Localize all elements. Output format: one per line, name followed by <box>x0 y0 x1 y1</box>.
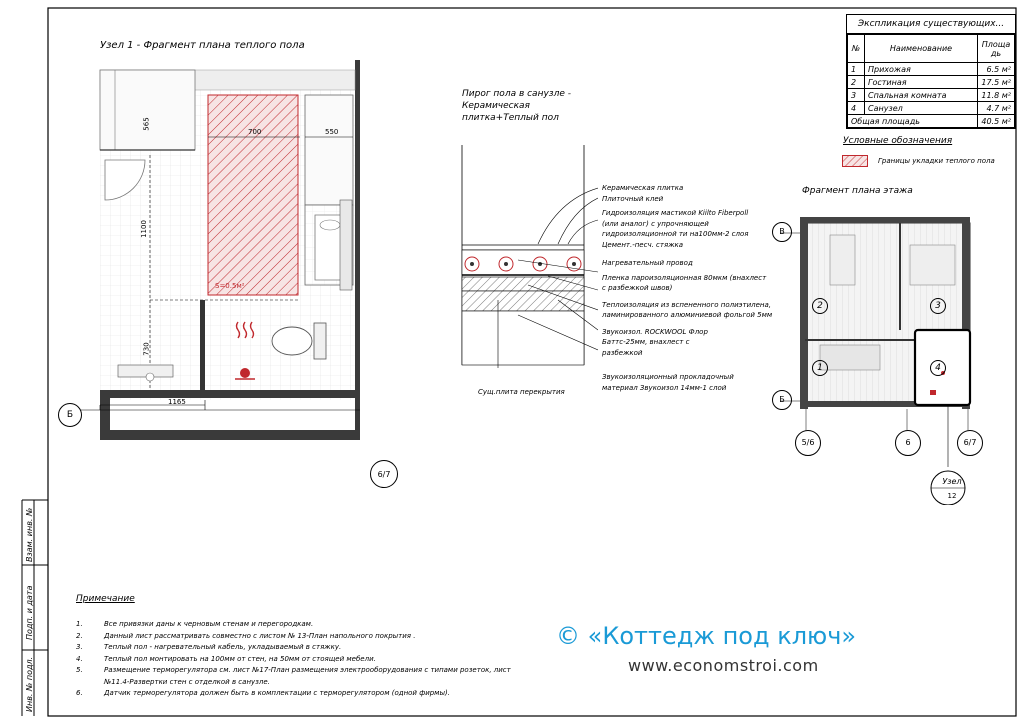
note-text: Теплый пол монтировать на 100мм от стен, на 50мм от стоящей мебели. <box>104 654 376 663</box>
room-1-marker: 1 <box>812 360 828 376</box>
note-item <box>76 665 536 677</box>
row-area: 6.5 м² <box>978 63 1015 76</box>
note-text: Датчик терморегулятора должен быть в комплектации с терморегулятором (одной фирмы). <box>104 689 450 697</box>
explication-col-no: № <box>848 35 865 63</box>
note-number: 4. <box>76 654 83 663</box>
layer-insulation-1: Теплоизоляция из вспененного полиэтилена, <box>602 300 771 309</box>
note-text: Все привязки даны к черновым стенам и перегородкам. <box>104 620 314 628</box>
axis-67-label: 6/7 <box>377 469 391 479</box>
note-item <box>76 677 536 689</box>
note-text: Размещение терморегулятора см. лист №17-План размещения электрооборудования с типами розеток, лист <box>104 666 511 674</box>
axis-67-frag-bubble: 6/7 <box>957 430 983 456</box>
room-4-marker: 4 <box>930 360 946 376</box>
watermark-brand: © «Коттедж под ключ» <box>556 622 857 650</box>
floor-section-drawing <box>458 140 598 370</box>
section-title-line-2: Керамическая <box>462 101 530 111</box>
legend-item-label: Границы укладки теплого пола <box>878 157 995 165</box>
floor-fragment-plan <box>770 205 1000 505</box>
axis-6-bubble: 6 <box>895 430 921 456</box>
total-label: Общая площадь <box>848 115 978 128</box>
explication-col-name: Наименование <box>865 35 978 63</box>
note-number: 3. <box>76 643 83 651</box>
axis-56-bubble: 5/6 <box>795 430 821 456</box>
note-item <box>76 688 536 700</box>
legend-title: Условные обозначения <box>843 136 953 146</box>
layer-waterproof-2: (или аналог) с упрочняющей <box>602 219 709 228</box>
total-value: 40.5 м² <box>978 115 1015 128</box>
explication-total-row <box>848 115 1015 128</box>
row-name: Прихожая <box>865 63 978 76</box>
note-number: 6. <box>76 689 83 697</box>
slab-label: Сущ.плита перекрытия <box>478 388 565 396</box>
node-callout-sheet: 12 <box>947 492 957 500</box>
layer-vapor-1: Пленка пароизоляционная 80мкм (внахлест <box>602 273 767 282</box>
dim-1165: 1165 <box>168 398 186 406</box>
row-area: 11.8 м² <box>978 89 1015 102</box>
layer-glue: Плиточный клей <box>602 194 664 203</box>
note-number <box>76 677 86 689</box>
note-item <box>76 642 536 654</box>
notes-title: Примечание <box>76 594 135 604</box>
note-text: №11.4-Развертки стен с отделкой в санузле. <box>104 677 270 686</box>
axis-b-label: Б <box>66 410 74 420</box>
room-3-marker: 3 <box>930 298 946 314</box>
row-name: Гостиная <box>865 76 978 89</box>
stamp-label-replace: Взам. инв. № <box>25 507 34 562</box>
dim-565: 565 <box>142 117 151 131</box>
watermark-site[interactable]: www.economstroi.com <box>628 656 819 675</box>
stamp-label-inv: Инв. № подл. <box>25 656 34 712</box>
explication-title: Экспликация существующих... <box>847 15 1015 34</box>
heated-area-label: S=0.5м² <box>215 282 245 290</box>
explication-col-area: Площадь <box>978 35 1015 63</box>
layer-vapor-2: с разбежкой швов) <box>602 284 673 292</box>
row-no: 1 <box>848 63 865 76</box>
row-no: 2 <box>848 76 865 89</box>
layer-rockwool-2: Баттс-25мм, внахлест с <box>602 338 690 346</box>
axis-b-bubble <box>58 403 82 427</box>
row-name: Санузел <box>865 102 978 115</box>
layer-rockwool-3: разбежкой <box>602 348 643 357</box>
layer-soundproof-2: материал Звукоизол 14мм-1 слой <box>602 383 727 392</box>
note-item <box>76 631 536 643</box>
note-text: Данный лист рассматривать совместно с листом № 13-План напольного покрытия . <box>104 631 416 640</box>
dim-1100: 1100 <box>139 220 148 238</box>
floor-fragment-title: Фрагмент плана этажа <box>802 186 913 196</box>
layer-cable: Нагревательный провод <box>602 259 693 267</box>
explication-row <box>848 89 1015 102</box>
note-item <box>76 654 536 666</box>
layer-insulation-2: ламинированного алюминиевой фольгой 5мм <box>602 311 773 319</box>
layer-screed: Цемент.-песч. стяжка <box>602 240 684 249</box>
explication-row <box>848 102 1015 115</box>
note-number: 5. <box>76 666 83 674</box>
row-no: 4 <box>848 102 865 115</box>
legend-hatch-swatch <box>842 155 868 167</box>
node-title: Узел 1 - Фрагмент плана теплого пола <box>100 40 305 51</box>
explication-table <box>846 14 1016 129</box>
note-number: 1. <box>76 620 83 628</box>
row-name: Спальная комната <box>865 89 978 102</box>
room-2-marker: 2 <box>812 298 828 314</box>
row-area: 17.5 м² <box>978 76 1015 89</box>
node-callout-label: Узел <box>942 477 962 486</box>
notes-list <box>76 619 536 700</box>
note-item <box>76 619 536 631</box>
note-text: Теплый пол - нагревательный кабель, укладываемый в стяжку. <box>104 643 342 651</box>
section-title-line-3: плитка+Теплый пол <box>462 113 559 123</box>
bathroom-plan <box>60 55 360 475</box>
layer-ceramic: Керамическая плитка <box>602 184 684 192</box>
dim-700: 700 <box>248 128 262 136</box>
row-area: 4.7 м² <box>978 102 1015 115</box>
axis-v-bubble: В <box>772 222 792 242</box>
dim-550: 550 <box>325 128 339 136</box>
layer-rockwool-1: Звукоизол. ROCKWOOL Флор <box>602 327 708 336</box>
section-title <box>462 88 571 124</box>
dim-730: 730 <box>142 342 151 356</box>
explication-row <box>848 76 1015 89</box>
layer-waterproof-3: гидроизоляционной ти на100мм-2 слоя <box>602 230 749 238</box>
stamp-label-sign: Подп. и дата <box>25 585 34 640</box>
row-no: 3 <box>848 89 865 102</box>
layer-soundproof-1: Звукоизоляционный прокладочный <box>602 373 734 381</box>
axis-b2-bubble: Б <box>772 390 792 410</box>
section-title-line-1: Пирог пола в санузле - <box>462 89 571 99</box>
note-number: 2. <box>76 631 83 640</box>
layer-waterproof-1: Гидроизоляция мастикой Kiilto Fiberpoll <box>602 209 749 217</box>
explication-row <box>848 63 1015 76</box>
axis-67-bubble <box>370 460 398 488</box>
